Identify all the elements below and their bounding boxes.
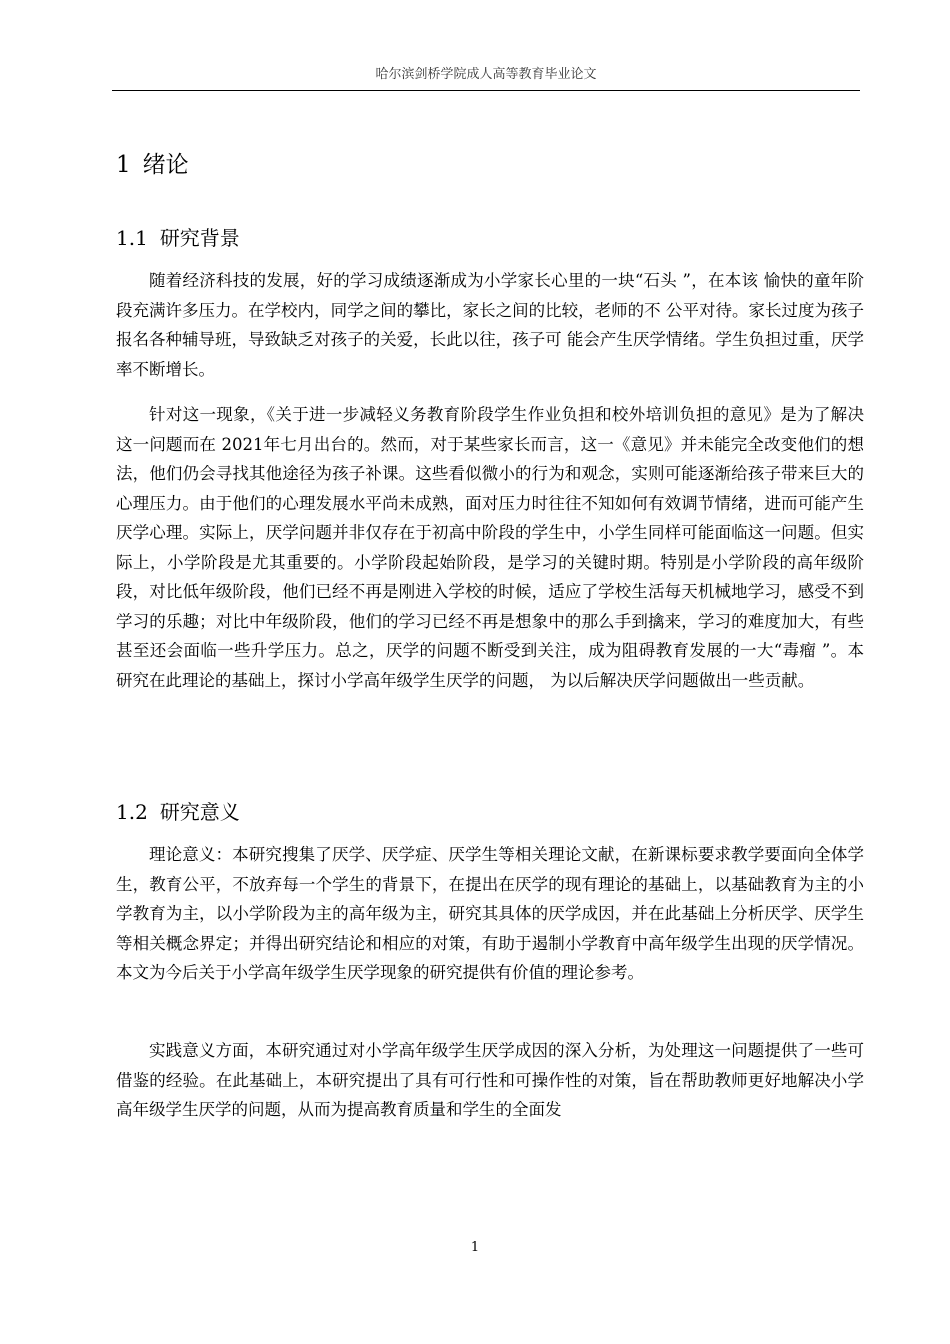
body-paragraph: 实践意义方面，本研究通过对小学高年级学生厌学成因的深入分析，为处理这一问题提供了一些可借鉴的经验。在此基础上，本研究提出了具有可行性和可操作性的对策，旨在帮助教师更好地解决小学高年级学生厌学的问题，从而为提高教育质量和学生的全面发 <box>116 1041 864 1119</box>
header-title: 哈尔滨剑桥学院成人高等教育毕业论文 <box>375 67 597 82</box>
section-number: 1.2 <box>116 800 148 824</box>
chapter-heading <box>116 147 189 183</box>
page-footer <box>0 1238 950 1258</box>
chapter-title: 绪论 <box>142 152 189 178</box>
section-title: 研究意义 <box>159 800 240 824</box>
chapter-number: 1 <box>116 152 131 178</box>
body-paragraph: 理论意义：本研究搜集了厌学、厌学症、厌学生等相关理论文献，在新课标要求教学要面向全体学生，教育公平，不放弃每一个学生的背景下，在提出在厌学的现有理论的基础上，以基础教育为主的小学教育为主，以小学阶段为主的高年级为主，研究其具体的厌学成因，并在此基础上分析厌学、厌学生等相关概念界定；并得出研究结论和相应的对策，有助于遏制小学教育中高年级学生出现的厌学情况。本文为今后关于小学高年级学生厌学现象的研究提供有价值的理论参考。 <box>116 845 864 982</box>
page-number: 1 <box>470 1240 480 1255</box>
section-heading-background <box>116 222 240 254</box>
page-header <box>112 64 860 91</box>
section-number: 1.1 <box>116 226 148 250</box>
body-paragraph: 针对这一现象，《关于进一步减轻义务教育阶段学生作业负担和校外培训负担的意见》是为了解决这一问题而在 2021年七月出台的。然而，对于某些家长而言，这一《意见》并未能完全改变他们的想法，他们仍会寻找其他途径为孩子补课。这些看似微小的行为和观念，实则可能逐渐给孩子带来巨大的心理压力。由于他们的心理发展水平尚未成熟，面对压力时往往不知如何有效调节情绪，进而可能产生厌学心理。实际上，厌学问题并非仅存在于初高中阶段的学生中，小学生同样可能面临这一问题。但实际上，小学阶段是尤其重要的。小学阶段起始阶段，是学习的关键时期。特别是小学阶段的高年级阶段，对比低年级阶段，他们已经不再是刚进入学校的时候，适应了学校生活每天机械地学习，感受不到学习的乐趣；对比中年级阶段，他们的学习已经不再是想象中的那么手到擒来，学习的难度加大，有些甚至还会面临一些升学压力。总之，厌学的问题不断受到关注，成为阻碍教育发展的一大“毒瘤 ”。本研究在此理论的基础上，探讨小学高年级学生厌学的问题， 为以后解决厌学问题做出一些贡献。 <box>116 405 864 690</box>
section-heading-significance <box>116 796 240 828</box>
section-title: 研究背景 <box>159 226 240 250</box>
body-paragraph: 随着经济科技的发展，好的学习成绩逐渐成为小学家长心里的一块“石头 ”，在本该 愉快的童年阶段充满许多压力。在学校内，同学之间的攀比，家长之间的比较，老师的不 公平对待。家长过度为孩子报名各种辅导班，导致缺乏对孩子的关爱，长此以往，孩子可 能会产生厌学情绪。学生负担过重，厌学率不断增长。 <box>116 271 864 379</box>
